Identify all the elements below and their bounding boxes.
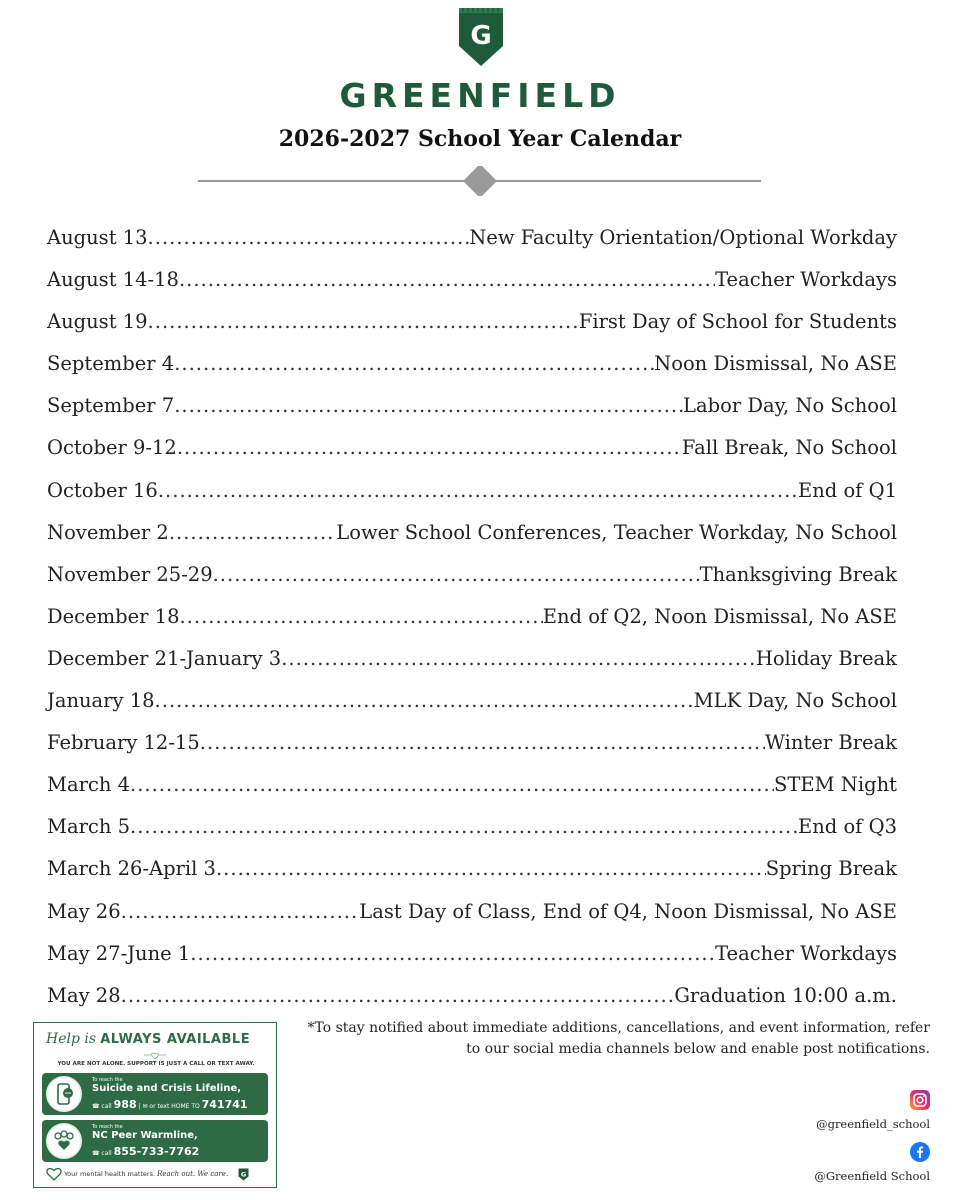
warmline-contacts [92,1145,199,1158]
list-item [47,521,897,563]
leader-dots [121,900,360,923]
greenfield-shield-logo [457,6,505,68]
event-description: MLK Day, No School [693,689,897,713]
lifeline-intro: To reach the [92,1077,123,1083]
list-item [47,226,897,268]
warmline-intro: To reach the [92,1124,123,1130]
event-description: Noon Dismissal, No ASE [654,352,897,376]
warmline-badge [46,1123,82,1159]
lifeline-text-number[interactable]: 741741 [201,1098,248,1111]
event-date: March 5 [47,815,130,839]
list-item [47,563,897,605]
event-date: November 25-29 [47,562,213,586]
list-item [47,268,897,310]
list-item [47,900,897,942]
leader-dots [130,773,774,796]
list-item [47,942,897,984]
warmline-title: NC Peer Warmline, [92,1130,198,1141]
event-date: September 7 [47,394,175,418]
leader-dots [179,268,715,291]
list-item [47,479,897,521]
facebook-handle[interactable]: @Greenfield School [814,1169,930,1183]
lifeline-text-label: or text [149,1103,170,1110]
leader-dots [130,815,798,838]
notification-note [300,1018,930,1060]
event-date: September 4 [47,352,175,376]
card-subheading: YOU ARE NOT ALONE. SUPPORT IS JUST A CALL OR TEXT AWAY. [57,1061,255,1067]
warmline-call-label: call [101,1150,112,1157]
event-description: Teacher Workdays [715,268,897,292]
card-footer-text: Your mental health matters. [64,1170,156,1178]
event-date: November 2 [47,520,169,544]
event-description: Spring Break [765,857,897,881]
event-description: Graduation 10:00 a.m. [674,983,897,1007]
note-line-2: to our social media channels below and enable post notifications. [466,1041,930,1057]
message-icon: ✉ [142,1103,148,1110]
event-date: May 28 [47,983,121,1007]
page-title: 2026-2027 School Year Calendar [278,126,682,152]
list-item [47,689,897,731]
leader-dots [121,984,675,1007]
event-date: October 16 [47,478,158,502]
event-description: Labor Day, No School [683,394,897,418]
leader-dots [216,857,766,880]
leader-dots [148,226,470,249]
phone-icon: ☎ [92,1103,100,1110]
lifeline-call-number[interactable]: 988 [113,1098,137,1111]
event-date: August 14-18 [47,268,179,292]
event-description: End of Q3 [797,815,897,839]
event-date: December 18 [47,604,180,628]
list-item [47,605,897,647]
leader-dots [213,563,700,586]
event-date: February 12-15 [47,731,200,755]
event-description: STEM Night [774,773,897,797]
event-description: First Day of School for Students [578,310,897,334]
event-date: December 21-January 3 [47,646,282,670]
mini-shield-icon [238,1168,249,1181]
event-date: August 19 [47,310,148,334]
event-description: Lower School Conferences, Teacher Workday, No School [336,520,897,544]
list-item [47,857,897,899]
lifeline-title: Suicide and Crisis Lifeline, [92,1083,242,1094]
event-date: May 27-June 1 [47,941,191,965]
warmline-call-number[interactable]: 855-733-7762 [113,1145,200,1158]
shield-letter: G [470,21,492,51]
instagram-link[interactable] [816,1090,930,1131]
list-item [47,310,897,352]
leader-dots [169,521,336,544]
lifeline-panel [42,1073,268,1115]
phone-chat-icon [48,1078,80,1110]
lifeline-call-label: call [101,1103,112,1110]
leader-dots [148,310,579,333]
event-description: Holiday Break [755,646,897,670]
event-description: End of Q2, Noon Dismissal, No ASE [542,604,897,628]
list-item [47,436,897,478]
list-item [47,815,897,857]
leader-dots [179,605,542,628]
card-heading-script: Help is [46,1031,97,1047]
note-line-1: *To stay notified about immediate additions, cancellations, and event information, refer [307,1020,930,1036]
warmline-panel [42,1120,268,1162]
card-heading [46,1031,250,1047]
calendar-events-list [47,226,897,1026]
instagram-icon [910,1090,930,1110]
event-description: Last Day of Class, End of Q4, Noon Dismissal, No ASE [359,899,897,923]
leader-dots [174,394,683,417]
event-description: New Faculty Orientation/Optional Workday [469,226,897,249]
card-footer [46,1167,249,1181]
card-footer-script: Reach out. We care. [157,1170,229,1178]
lifeline-text-word: HOME TO [171,1103,200,1110]
card-heading-strong: ALWAYS AVAILABLE [100,1032,251,1047]
phone-icon: ☎ [92,1150,100,1157]
leader-dots [281,647,756,670]
event-date: May 26 [47,899,121,923]
facebook-link[interactable] [814,1142,930,1183]
mini-shield-letter: G [241,1170,247,1178]
event-description: Teacher Workdays [715,941,897,965]
leader-dots [155,689,694,712]
lifeline-badge [46,1076,82,1112]
heart-icon [46,1167,62,1181]
event-description: Fall Break, No School [681,436,897,460]
list-item [47,731,897,773]
event-description: Winter Break [764,731,897,755]
list-item [47,352,897,394]
list-item [47,773,897,815]
leader-dots [177,436,682,459]
brand-wordmark: GREENFIELD [339,76,621,115]
list-item [47,647,897,689]
people-heart-icon [48,1125,80,1157]
event-date: March 4 [47,773,130,797]
facebook-icon [910,1142,930,1162]
leader-dots [174,352,654,375]
event-date: August 13 [47,226,148,249]
leader-dots [158,479,798,502]
leader-dots [200,731,765,754]
event-date: March 26-April 3 [47,857,216,881]
lifeline-contacts: ☎ call 988 | ✉ or text HOME TO 741741 [92,1098,248,1111]
leader-dots [190,942,715,965]
event-date: January 18 [47,689,155,713]
instagram-handle[interactable]: @greenfield_school [816,1117,930,1131]
mental-health-help-card [33,1022,277,1188]
title-divider [198,166,761,196]
heart-divider-icon [144,1050,166,1060]
event-description: Thanksgiving Break [699,562,897,586]
list-item [47,394,897,436]
event-date: October 9-12 [47,436,177,460]
event-description: End of Q1 [797,478,897,502]
